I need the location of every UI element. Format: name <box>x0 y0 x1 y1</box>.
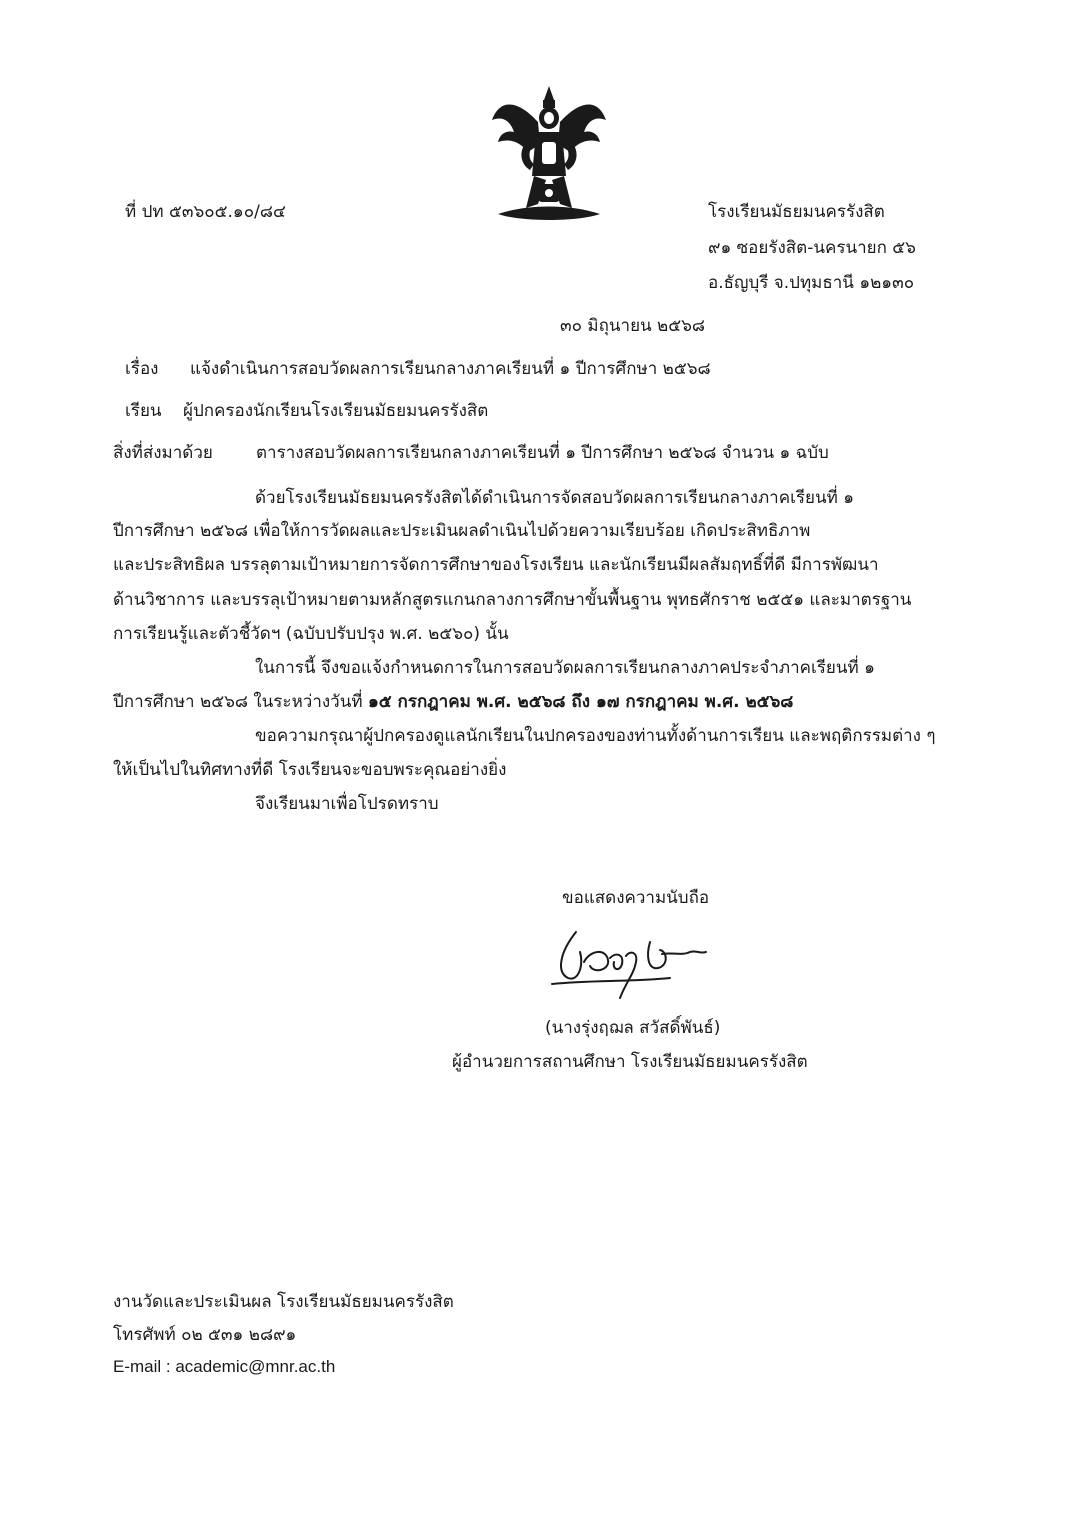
body-line: ปีการศึกษา ๒๕๖๘ เพื่อให้การวัดผลและประเมินผลดำเนินไปด้วยความเรียบร้อย เกิดประสิทธิภาพ <box>113 521 811 541</box>
reference-number: ที่ ปท ๕๓๖๐๕.๑๐/๘๔ <box>125 202 286 222</box>
sender-address-line: อ.ธัญบุรี จ.ปทุมธานี ๑๒๑๓๐ <box>708 273 915 293</box>
exam-period-dates: ๑๕ กรกฎาคม พ.ศ. ๒๕๖๘ ถึง ๑๗ กรกฎาคม พ.ศ. ๒๕๖๘ <box>367 692 794 712</box>
body-line: ด้านวิชาการ และบรรลุเป้าหมายตามหลักสูตรแกนกลางการศึกษาขั้นพื้นฐาน พุทธศักราช ๒๕๕๑ และมาตรฐาน <box>113 590 912 610</box>
sender-address-line: ๙๑ ซอยรังสิต-นครนายก ๕๖ <box>708 238 916 258</box>
body-line: ในการนี้ จึงขอแจ้งกำหนดการในการสอบวัดผลการเรียนกลางภาคประจำภาคเรียนที่ ๑ <box>255 658 875 678</box>
subject-label: เรื่อง <box>125 359 159 379</box>
body-line <box>113 690 793 714</box>
footer-department: งานวัดและประเมินผล โรงเรียนมัธยมนครรังสิต <box>113 1292 454 1312</box>
recipient-label: เรียน <box>125 401 162 421</box>
body-line: ด้วยโรงเรียนมัธยมนครรังสิตได้ดำเนินการจัดสอบวัดผลการเรียนกลางภาคเรียนที่ ๑ <box>255 488 854 508</box>
body-line: ให้เป็นไปในทิศทางที่ดี โรงเรียนจะขอบพระคุณอย่างยิ่ง <box>113 760 507 780</box>
body-line: การเรียนรู้และตัวชี้วัดฯ (ฉบับปรับปรุง พ.ศ. ๒๕๖๐) นั้น <box>113 624 509 644</box>
signer-name: (นางรุ่งฤฌล สวัสดิ์พันธ์) <box>545 1018 721 1038</box>
body-line: ขอความกรุณาผู้ปกครองดูแลนักเรียนในปกครองของท่านทั้งด้านการเรียน และพฤติกรรมต่าง ๆ <box>255 726 936 746</box>
garuda-emblem-icon <box>488 80 610 230</box>
footer-phone: โทรศัพท์ ๐๒ ๕๓๑ ๒๘๙๑ <box>113 1325 297 1345</box>
enclosure-label: สิ่งที่ส่งมาด้วย <box>113 443 213 463</box>
letter-date: ๓๐ มิถุนายน ๒๕๖๘ <box>560 316 706 336</box>
recipient-text: ผู้ปกครองนักเรียนโรงเรียนมัธยมนครรังสิต <box>183 401 489 421</box>
exam-period-prefix: ปีการศึกษา ๒๕๖๘ ในระหว่างวันที่ <box>113 692 363 712</box>
footer-email: E-mail : academic@mnr.ac.th <box>113 1357 336 1376</box>
complimentary-close: ขอแสดงความนับถือ <box>562 888 710 908</box>
subject-text: แจ้งดำเนินการสอบวัดผลการเรียนกลางภาคเรียนที่ ๑ ปีการศึกษา ๒๕๖๘ <box>190 359 711 379</box>
closing-line: จึงเรียนมาเพื่อโปรดทราบ <box>255 794 439 814</box>
signer-position: ผู้อำนวยการสถานศึกษา โรงเรียนมัธยมนครรังสิต <box>452 1052 808 1072</box>
signature-icon <box>550 922 720 1000</box>
sender-name: โรงเรียนมัธยมนครรังสิต <box>708 202 885 222</box>
body-line: และประสิทธิผล บรรลุตามเป้าหมายการจัดการศึกษาของโรงเรียน และนักเรียนมีผลสัมฤทธิ์ที่ดี มีการพัฒนา <box>113 555 879 575</box>
enclosure-text: ตารางสอบวัดผลการเรียนกลางภาคเรียนที่ ๑ ปีการศึกษา ๒๕๖๘ จำนวน ๑ ฉบับ <box>256 443 829 463</box>
